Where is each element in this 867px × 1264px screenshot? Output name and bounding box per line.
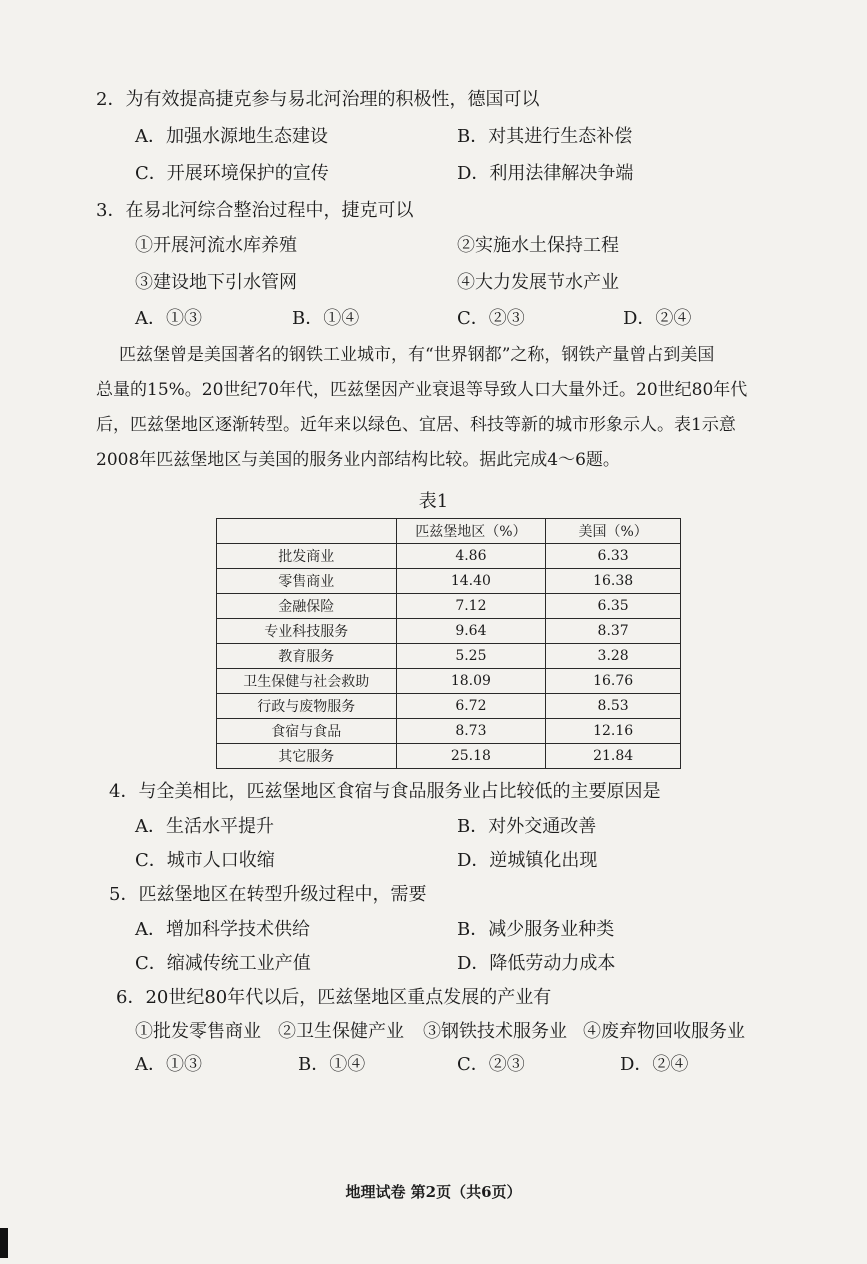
q6-item-4: ④废弃物回收服务业	[583, 1021, 745, 1042]
table-cell-category: 卫生保健与社会救助	[217, 669, 397, 694]
q3-stem: 3．在易北河综合整治过程中，捷克可以	[96, 200, 414, 221]
q4-option-c: C．城市人口收缩	[135, 850, 275, 871]
q2-option-d: D．利用法律解决争端	[457, 163, 634, 184]
q4-option-a: A．生活水平提升	[135, 816, 274, 837]
passage-line-4: 2008年匹兹堡地区与美国的服务业内部结构比较。据此完成4～6题。	[96, 450, 620, 470]
q6-item-1: ①批发零售商业	[135, 1021, 261, 1042]
table-cell-usa: 3.28	[546, 644, 681, 669]
table-cell-pittsburgh: 18.09	[396, 669, 546, 694]
q5-option-a: A．增加科学技术供给	[135, 919, 310, 940]
q2-option-a: A．加强水源地生态建设	[135, 126, 328, 147]
q3-option-c: C．②③	[457, 308, 525, 329]
table-cell-pittsburgh: 5.25	[396, 644, 546, 669]
table-header-pittsburgh: 匹兹堡地区（%）	[396, 519, 546, 544]
table-cell-pittsburgh: 4.86	[396, 544, 546, 569]
q5-option-b: B．减少服务业种类	[457, 919, 615, 940]
q6-option-a: A．①③	[135, 1054, 202, 1075]
q3-option-d: D．②④	[623, 308, 692, 329]
page-footer: 地理试卷 第2页（共6页）	[345, 1183, 522, 1201]
q6-option-b: B．①④	[298, 1054, 366, 1075]
table-row	[217, 694, 681, 719]
q2-option-c: C．开展环境保护的宣传	[135, 163, 329, 184]
q3-item-3: ③建设地下引水管网	[135, 272, 297, 293]
table-row	[217, 594, 681, 619]
table-cell-usa: 16.76	[546, 669, 681, 694]
table-cell-category: 其它服务	[217, 744, 397, 769]
table-cell-usa: 21.84	[546, 744, 681, 769]
table-row	[217, 619, 681, 644]
table-cell-category: 零售商业	[217, 569, 397, 594]
table-cell-usa: 6.33	[546, 544, 681, 569]
table-cell-category: 教育服务	[217, 644, 397, 669]
binding-edge-mark	[0, 1228, 8, 1258]
q6-option-c: C．②③	[457, 1054, 525, 1075]
q4-option-d: D．逆城镇化出现	[457, 850, 598, 871]
table-cell-pittsburgh: 8.73	[396, 719, 546, 744]
q3-item-2: ②实施水土保持工程	[457, 235, 619, 256]
table-cell-pittsburgh: 7.12	[396, 594, 546, 619]
q3-item-4: ④大力发展节水产业	[457, 272, 619, 293]
q5-option-c: C．缩减传统工业产值	[135, 953, 311, 974]
q6-stem: 6．20世纪80年代以后，匹兹堡地区重点发展的产业有	[116, 987, 552, 1008]
passage-line-3: 后，匹兹堡地区逐渐转型。近年来以绿色、宜居、科技等新的城市形象示人。表1示意	[96, 415, 736, 435]
table-cell-pittsburgh: 14.40	[396, 569, 546, 594]
table-cell-pittsburgh: 9.64	[396, 619, 546, 644]
table-cell-usa: 16.38	[546, 569, 681, 594]
passage-line-2: 总量的15%。20世纪70年代，匹兹堡因产业衰退等导致人口大量外迁。20世纪80年代	[96, 380, 748, 400]
q3-option-b: B．①④	[292, 308, 360, 329]
q4-stem: 4．与全美相比，匹兹堡地区食宿与食品服务业占比较低的主要原因是	[109, 781, 661, 802]
q3-item-1: ①开展河流水库养殖	[135, 235, 297, 256]
table-cell-category: 食宿与食品	[217, 719, 397, 744]
q6-item-2: ②卫生保健产业	[278, 1021, 404, 1042]
service-structure-table	[216, 518, 681, 769]
table-cell-pittsburgh: 25.18	[396, 744, 546, 769]
q6-item-3: ③钢铁技术服务业	[423, 1021, 567, 1042]
table-cell-category: 金融保险	[217, 594, 397, 619]
table-cell-usa: 12.16	[546, 719, 681, 744]
q2-option-b: B．对其进行生态补偿	[457, 126, 633, 147]
table-row	[217, 669, 681, 694]
table-cell-usa: 8.37	[546, 619, 681, 644]
table-cell-pittsburgh: 6.72	[396, 694, 546, 719]
q4-option-b: B．对外交通改善	[457, 816, 597, 837]
table-header-blank	[217, 519, 397, 544]
table-cell-category: 行政与废物服务	[217, 694, 397, 719]
table-row	[217, 544, 681, 569]
table-cell-category: 批发商业	[217, 544, 397, 569]
table-row	[217, 644, 681, 669]
table-header-usa: 美国（%）	[546, 519, 681, 544]
table-cell-usa: 8.53	[546, 694, 681, 719]
table-row	[217, 744, 681, 769]
passage-line-1: 匹兹堡曾是美国著名的钢铁工业城市，有“世界钢都”之称，钢铁产量曾占到美国	[119, 345, 715, 365]
table-cell-category: 专业科技服务	[217, 619, 397, 644]
q6-option-d: D．②④	[620, 1054, 689, 1075]
q5-option-d: D．降低劳动力成本	[457, 953, 616, 974]
table-row	[217, 569, 681, 594]
table-row	[217, 719, 681, 744]
table-caption: 表1	[418, 491, 449, 512]
table-cell-usa: 6.35	[546, 594, 681, 619]
table-header-row	[217, 519, 681, 544]
q3-option-a: A．①③	[135, 308, 202, 329]
q2-stem: 2．为有效提高捷克参与易北河治理的积极性，德国可以	[96, 89, 540, 110]
q5-stem: 5．匹兹堡地区在转型升级过程中，需要	[109, 884, 427, 905]
